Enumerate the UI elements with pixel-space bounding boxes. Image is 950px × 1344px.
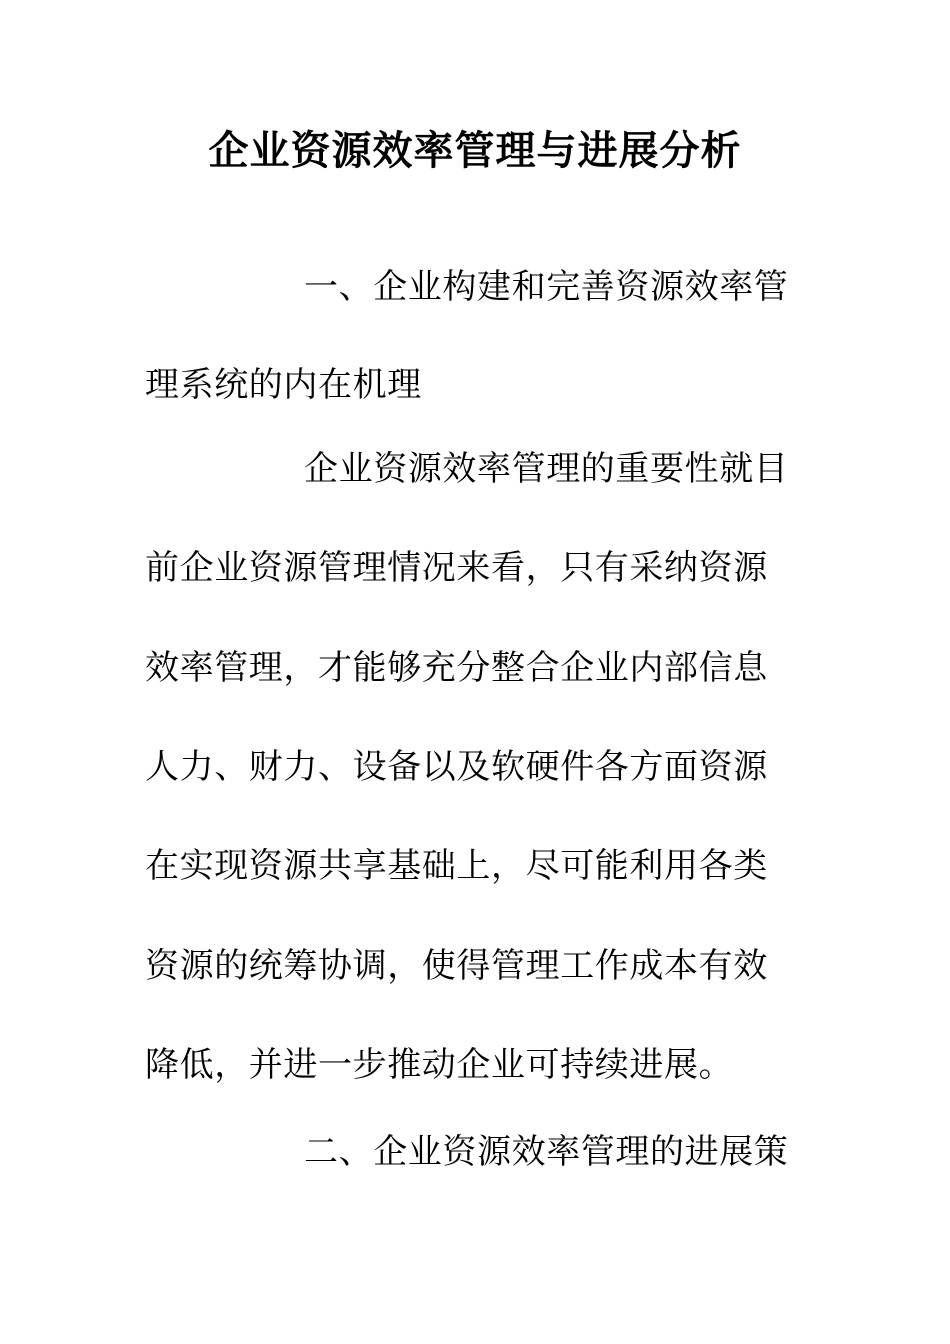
section-heading-1-line-1: 一、企业构建和完善资源效率管 (304, 267, 789, 307)
paragraph-line: 前企业资源管理情况来看，只有采纳资源 (145, 548, 768, 588)
paragraph-line: 在实现资源共享基础上，尽可能利用各类 (145, 846, 768, 886)
paragraph-line: 资源的统筹协调，使得管理工作成本有效 (145, 946, 768, 986)
paragraph-line: 企业资源效率管理的重要性就目 (304, 449, 789, 489)
section-heading-1-line-2: 理系统的内在机理 (145, 365, 422, 405)
section-heading-2-line-1: 二、企业资源效率管理的进展策 (304, 1132, 789, 1172)
paragraph-line: 效率管理，才能够充分整合企业内部信息 (145, 648, 768, 688)
paragraph-line: 人力、财力、设备以及软硬件各方面资源 (145, 747, 768, 787)
document-title: 企业资源效率管理与进展分析 (208, 127, 742, 174)
paragraph-line: 降低，并进一步推动企业可持续进展。 (145, 1045, 734, 1085)
